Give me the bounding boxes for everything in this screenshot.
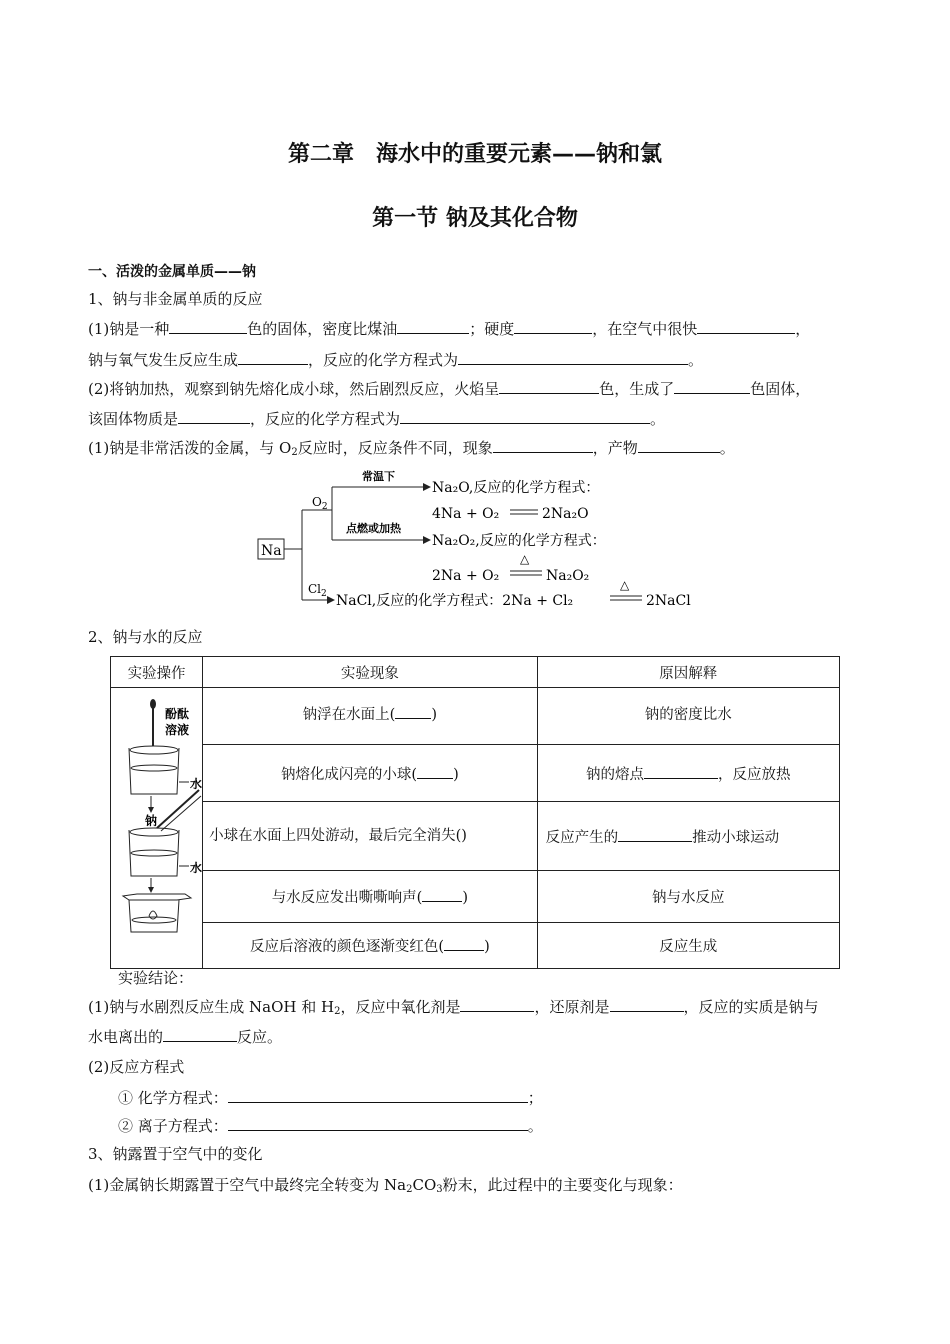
chemical-equation-line	[118, 1087, 543, 1109]
product-nacl: NaCl,反应的化学方程式：2Na + Cl₂	[336, 593, 574, 609]
sodium-reaction-diagram	[250, 462, 710, 614]
answer-blank[interactable]	[644, 764, 718, 779]
subheading-1: 1、钠与非金属单质的反应	[88, 290, 263, 308]
product-na2o: Na₂O,反应的化学方程式：	[432, 480, 600, 496]
table-header: 实验现象	[203, 657, 537, 688]
answer-blank[interactable]	[228, 1088, 528, 1103]
part3-para	[88, 1174, 683, 1201]
subscript: 2	[291, 447, 298, 458]
subscript: 2	[406, 1184, 413, 1195]
o2-label: $O_2$	[312, 495, 328, 512]
answer-blank[interactable]	[178, 409, 250, 424]
text: ，反应的化学方程式为	[250, 410, 401, 428]
reason-text: 反应产生的	[545, 829, 619, 846]
cond-heat: 点燃或加热	[346, 522, 401, 535]
table-row	[111, 745, 840, 802]
phenomenon-text-end: )	[484, 939, 490, 955]
phenomenon-cell	[203, 923, 537, 969]
table-header-row	[111, 657, 840, 688]
answer-blank[interactable]	[674, 379, 750, 394]
chapter-title: 第二章 海水中的重要元素——钠和氯	[287, 142, 662, 167]
phenomenon-text: 与水反应发出嘶嘶响声(	[271, 890, 423, 906]
text: 反应。	[237, 1028, 283, 1046]
reason-cell	[537, 923, 839, 969]
subheading-2: 2、钠与水的反应	[88, 628, 203, 646]
table-row	[111, 688, 840, 745]
text: ，在空气中很快	[592, 320, 698, 338]
apparatus-icon	[111, 688, 203, 940]
reason-text: 钠的密度比水	[644, 707, 732, 723]
text: 。	[527, 1117, 543, 1135]
experiment-table	[110, 656, 840, 969]
text: ，反应的实质是钠与	[683, 998, 819, 1016]
reason-cell	[537, 871, 839, 923]
text: 色的固体，密度比煤油	[247, 320, 398, 338]
text: ；	[527, 1089, 543, 1107]
sodium-label: 钠	[145, 814, 158, 828]
para-1-line-2	[88, 349, 703, 371]
eq2-left: 2Na + O₂	[432, 568, 500, 584]
text: (1)钠是一种	[88, 320, 170, 338]
answer-blank[interactable]	[618, 827, 692, 842]
text: ，还原剂是	[534, 998, 610, 1016]
answer-blank[interactable]	[460, 997, 534, 1012]
na-label: Na	[261, 543, 282, 559]
eq3-cond: △	[620, 578, 630, 592]
operation-illustration	[111, 688, 203, 969]
phenomenon-text-end: )	[461, 828, 467, 844]
answer-blank[interactable]	[697, 319, 795, 334]
answer-blank[interactable]	[422, 887, 462, 902]
table-header: 原因解释	[537, 657, 839, 688]
subscript: 3	[436, 1184, 443, 1195]
text: ，反应中氧化剂是	[340, 998, 461, 1016]
phenomenon-text-end: )	[431, 707, 438, 723]
reason-text: 钠与水反应	[652, 890, 725, 906]
answer-blank[interactable]	[163, 1027, 237, 1042]
table-header: 实验操作	[111, 657, 203, 688]
text: ① 化学方程式：	[118, 1089, 228, 1107]
table-row	[111, 923, 840, 969]
para-2-line-2	[88, 408, 665, 430]
text: ，	[795, 320, 811, 338]
text: 。	[650, 410, 666, 428]
eq1-right: 2Na₂O	[542, 506, 589, 522]
reason-cell	[537, 688, 839, 745]
eq2-cond: △	[520, 552, 530, 566]
answer-blank[interactable]	[458, 350, 688, 365]
reagent-label-2: 溶液	[165, 723, 190, 737]
text: 。	[719, 439, 735, 457]
subscript: 2	[334, 1006, 341, 1017]
answer-blank[interactable]	[610, 997, 684, 1012]
text: 反应时，反应条件不同，现象	[297, 439, 493, 457]
text: (2)将钠加热，观察到钠先熔化成小球，然后剧烈反应，火焰呈	[88, 380, 500, 398]
answer-blank[interactable]	[514, 319, 592, 334]
answer-blank[interactable]	[638, 438, 720, 453]
cond-room-temp: 常温下	[362, 470, 395, 483]
phenomenon-text: 小球在水面上四处游动，最后完全消失(	[209, 828, 462, 844]
text: ，反应的化学方程式为	[308, 351, 459, 369]
reason-cell	[537, 745, 839, 802]
reason-text-end: 推动小球运动	[692, 829, 780, 846]
reason-text: 反应生成	[659, 939, 718, 955]
reason-cell	[537, 802, 839, 871]
text: 钠与氧气发生反应生成	[88, 351, 239, 369]
answer-blank[interactable]	[444, 936, 484, 951]
text: ；硬度	[469, 320, 515, 338]
text: CO	[412, 1176, 437, 1194]
text: 。	[688, 351, 704, 369]
phenomenon-text: 钠熔化成闪亮的小球(	[280, 766, 418, 783]
part1-heading: 一、活泼的金属单质——钠	[88, 264, 256, 280]
answer-blank[interactable]	[169, 319, 247, 334]
text: ，产物	[592, 439, 638, 457]
text: (1)钠与水剧烈反应生成 NaOH 和 H	[88, 998, 335, 1016]
answer-blank[interactable]	[397, 319, 469, 334]
conclusion-label: 实验结论：	[118, 969, 194, 987]
table-row	[111, 871, 840, 923]
water-label-1: 水	[190, 777, 203, 791]
reason-text: 钠的熔点	[586, 766, 645, 783]
text: 水电离出的	[88, 1028, 164, 1046]
text: 色固体，	[750, 380, 811, 398]
text: 粉末，此过程中的主要变化与现象：	[442, 1176, 683, 1194]
phenomenon-text-end: )	[453, 766, 459, 783]
answer-blank[interactable]	[400, 409, 650, 424]
phenomenon-cell	[203, 871, 537, 923]
phenomenon-cell	[203, 802, 537, 871]
answer-blank[interactable]	[417, 764, 453, 779]
answer-blank[interactable]	[493, 438, 593, 453]
conclusion-2: (2)反应方程式	[88, 1058, 185, 1076]
eq3-right: 2NaCl	[646, 593, 691, 609]
text: ② 离子方程式：	[118, 1117, 228, 1135]
section-title: 第一节 钠及其化合物	[372, 206, 578, 231]
text: 色，生成了	[599, 380, 675, 398]
phenomenon-cell	[203, 745, 537, 802]
phenomenon-text: 钠浮在水面上(	[302, 707, 396, 723]
text: (1)钠是非常活泼的金属，与 O	[88, 439, 292, 457]
ionic-equation-line	[118, 1115, 543, 1137]
answer-blank[interactable]	[228, 1116, 528, 1131]
answer-blank[interactable]	[395, 704, 431, 719]
conclusion-1-line-2	[88, 1026, 282, 1048]
table-row	[111, 802, 840, 871]
phenomenon-text: 反应后溶液的颜色逐渐变红色(	[249, 939, 445, 955]
cl2-label: $Cl_2$	[308, 582, 327, 599]
reason-text-end: ，反应放热	[718, 766, 791, 783]
text: (1)金属钠长期露置于空气中最终完全转变为 Na	[88, 1176, 407, 1194]
conclusion-1-line-1	[88, 996, 819, 1023]
eq2-right: Na₂O₂	[546, 568, 590, 584]
answer-blank[interactable]	[238, 350, 308, 365]
answer-blank[interactable]	[499, 379, 599, 394]
phenomenon-text-end: )	[462, 890, 469, 906]
para-2-line-1	[88, 378, 810, 400]
product-na2o2: Na₂O₂,反应的化学方程式：	[432, 533, 606, 549]
water-label-2: 水	[190, 861, 203, 875]
reagent-label-1: 酚酞	[165, 707, 190, 721]
text: 该固体物质是	[88, 410, 179, 428]
eq1-left: 4Na + O₂	[432, 506, 500, 522]
para-3	[88, 437, 735, 464]
phenomenon-cell	[203, 688, 537, 745]
para-1-line-1	[88, 318, 810, 340]
subheading-3: 3、钠露置于空气中的变化	[88, 1145, 263, 1163]
